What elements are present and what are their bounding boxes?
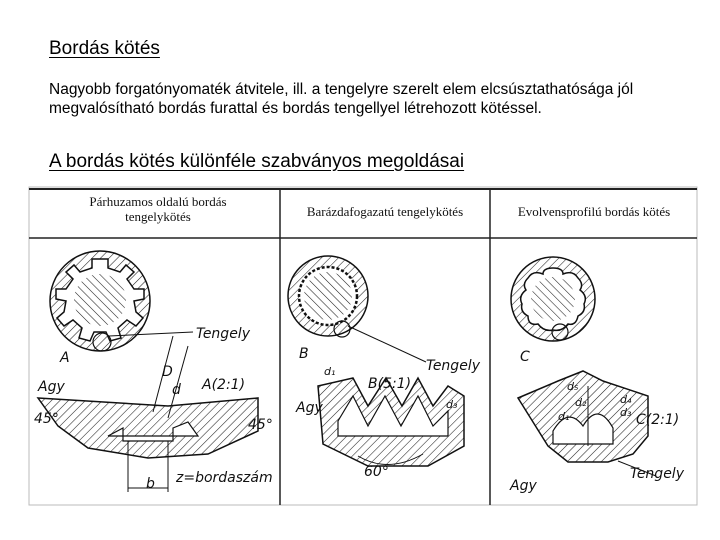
slide-title: Bordás kötés — [49, 38, 160, 59]
d4-label-c: d₄ — [620, 393, 632, 406]
spline-joint-figure — [28, 186, 698, 506]
tengely-label-c: Tengely — [630, 466, 684, 482]
d2-label-c: d₂ — [575, 396, 587, 409]
d-label: d — [172, 382, 181, 398]
section-subtitle: A bordás kötés különféle szabványos megoldásai — [49, 151, 465, 172]
agy-label: Agy — [38, 379, 65, 395]
d3-label-c: d₃ — [620, 406, 632, 419]
d5-label-c: d₅ — [567, 380, 579, 393]
agy-label-b: Agy — [296, 400, 323, 416]
agy-label-c: Agy — [510, 478, 537, 494]
detail-marker-b: B — [299, 346, 309, 362]
panel-title-serration: Barázdafogazatú tengelykötés — [306, 204, 464, 219]
panel-title-parallel: Párhuzamos oldalú bordás tengelykötés — [89, 194, 227, 224]
detail-marker-a: A — [60, 350, 70, 366]
shaft-core-b — [304, 272, 352, 320]
shaft-core-c — [531, 277, 575, 321]
detail-scale-a: A(2:1) — [202, 377, 246, 393]
panel-parallel-spline — [34, 251, 273, 492]
figure-drawing — [28, 186, 698, 506]
angle-label-b: 60° — [364, 464, 389, 480]
z-label: z=bordaszám — [176, 470, 273, 486]
D-label: D — [162, 364, 173, 380]
d1-label-c: d₁ — [558, 410, 570, 423]
b-label: b — [146, 476, 155, 492]
tengely-leader-b — [348, 326, 426, 362]
shaft-core — [74, 274, 126, 326]
d3-label-b: d₃ — [446, 398, 458, 411]
angle-left-label: 45° — [34, 411, 59, 427]
detail-scale-c: C(2:1) — [636, 412, 680, 428]
d1-label-b: d₁ — [324, 365, 336, 378]
tengely-label-b: Tengely — [426, 358, 480, 374]
intro-paragraph: Nagyobb forgatónyomaték átvitele, ill. a tengelyre szerelt elem elcsúsztathatósága jól megvalósítható bordás furattal és bordás tengellyel létrehozott kötéssel. — [49, 81, 634, 117]
tengely-label: Tengely — [196, 326, 250, 342]
panel-involute-spline — [509, 257, 685, 494]
detail-marker-c: C — [520, 349, 530, 365]
panel-title-involute: Evolvensprofilú bordás kötés — [517, 204, 671, 219]
angle-right-label: 45° — [248, 417, 273, 433]
panel-serration — [288, 256, 481, 480]
detail-scale-b: B(5:1) — [368, 376, 412, 392]
detail-view-a — [38, 398, 258, 458]
